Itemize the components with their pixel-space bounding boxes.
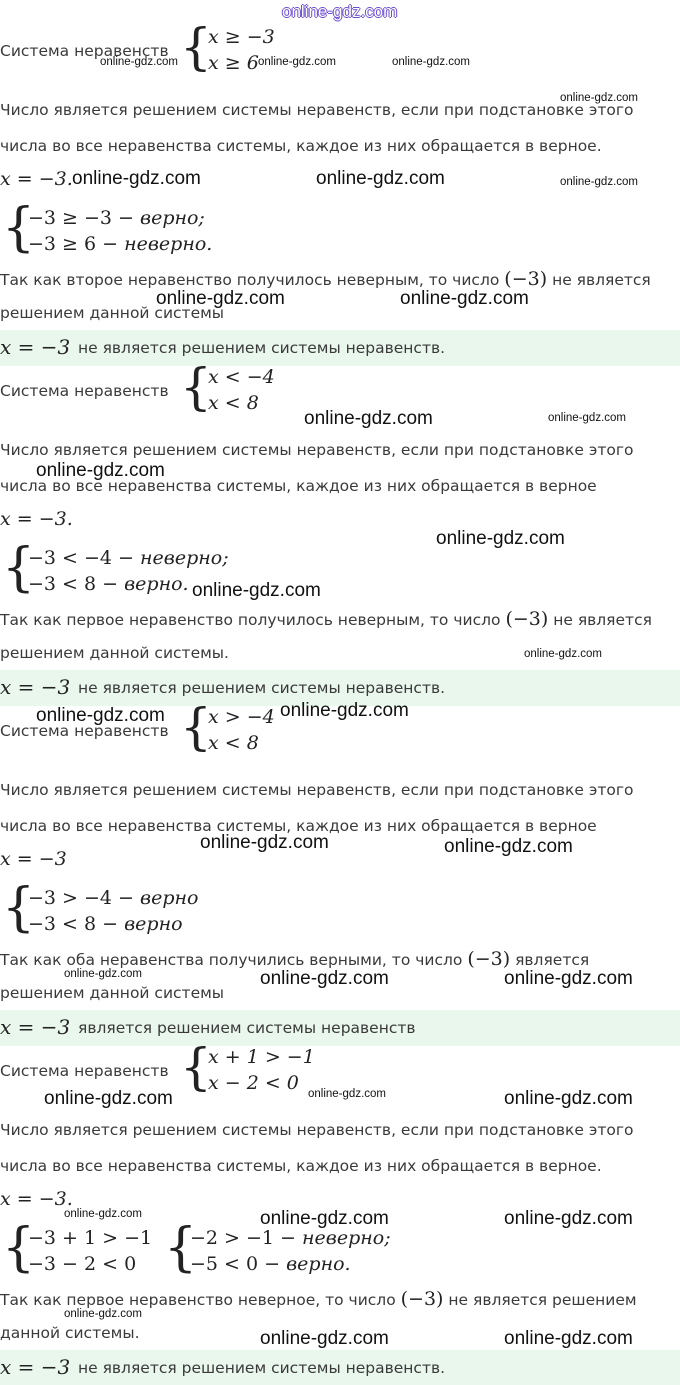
watermark: online-gdz.com xyxy=(308,1088,386,1100)
watermark: online-gdz.com xyxy=(436,528,565,549)
system-label: Система неравенств xyxy=(0,382,169,400)
check-brace: { xyxy=(2,878,36,938)
conclusion-text: не является xyxy=(553,611,652,629)
conclusion-line-1 xyxy=(0,608,652,630)
check-expr: −5 < 0 xyxy=(190,1253,259,1275)
watermark: online-gdz.com xyxy=(524,648,602,660)
check-line-2: −3 < 8 − верно. xyxy=(28,573,189,595)
watermark: online-gdz.com xyxy=(36,705,165,726)
system-brace: { xyxy=(180,698,212,756)
check-verdict: верно. xyxy=(124,573,189,595)
watermark: online-gdz.com xyxy=(504,1208,633,1229)
check-verdict: верно xyxy=(124,913,183,935)
conclusion-text: не является xyxy=(552,271,651,289)
paragraph-line-1: Число является решением системы неравенств, если при подстановке этого xyxy=(0,441,634,459)
x-value: x = −3 xyxy=(0,848,67,870)
watermark: online-gdz.com xyxy=(64,968,142,980)
check-line-1: −3 > −4 − верно xyxy=(28,887,199,909)
answer-text: не является решением системы неравенств. xyxy=(78,1359,446,1377)
watermark: online-gdz.com xyxy=(258,56,336,68)
watermark: online-gdz.com xyxy=(260,1208,389,1229)
watermark: online-gdz.com xyxy=(260,968,389,989)
check-brace: { xyxy=(2,198,36,258)
watermark: online-gdz.com xyxy=(64,1208,142,1220)
watermark: online-gdz.com xyxy=(560,176,638,188)
check-left-line-2: −3 − 2 < 0 xyxy=(28,1253,137,1275)
watermark-top: online-gdz.com xyxy=(282,2,398,21)
system-brace: { xyxy=(180,1038,212,1096)
check-expr: −3 < −4 xyxy=(28,547,113,569)
answer-text: не является решением системы неравенств. xyxy=(78,339,446,357)
conclusion-line-2: решением данной системы xyxy=(0,304,225,322)
check-line-2: −3 < 8 − верно xyxy=(28,913,183,935)
conclusion-number: (−3) xyxy=(504,268,548,290)
watermark: online-gdz.com xyxy=(504,1328,633,1349)
conclusion-text: Так как второе неравенство получилось неверным, то число xyxy=(0,271,500,289)
system-line-2: x < 8 xyxy=(208,392,259,414)
check-brace-right: { xyxy=(164,1218,198,1278)
check-line-2: −3 ≥ 6 − неверно. xyxy=(28,233,213,255)
check-line-1: −3 ≥ −3 − верно; xyxy=(28,207,205,229)
check-verdict: верно; xyxy=(140,207,205,229)
check-expr: −3 > −4 xyxy=(28,887,113,909)
answer-x: x = −3 xyxy=(0,1355,71,1379)
system-line-1: x < −4 xyxy=(208,366,275,388)
conclusion-line-1 xyxy=(0,1288,637,1310)
system-line-2: x ≥ 6 xyxy=(208,52,259,74)
check-expr: −3 ≥ −3 xyxy=(28,207,113,229)
paragraph-line-2: числа во все неравенства системы, каждое из них обращается в верное. xyxy=(0,1157,602,1175)
answer-text: не является решением системы неравенств. xyxy=(78,679,446,697)
paragraph-line-1: Число является решением системы неравенств, если при подстановке этого xyxy=(0,101,634,119)
conclusion-text: не является решением xyxy=(448,1291,637,1309)
conclusion-text: является xyxy=(515,951,590,969)
check-expr: −2 > −1 xyxy=(190,1227,275,1249)
watermark: online-gdz.com xyxy=(156,288,285,309)
check-expr: −3 ≥ 6 xyxy=(28,233,97,255)
x-value: x = −3. xyxy=(0,508,73,530)
check-left-line-1: −3 + 1 > −1 xyxy=(28,1227,153,1249)
system-label: Система неравенств xyxy=(0,42,169,60)
watermark: online-gdz.com xyxy=(44,1088,173,1109)
check-verdict: неверно; xyxy=(302,1227,391,1249)
paragraph-line-2: числа во все неравенства системы, каждое из них обращается в верное. xyxy=(0,137,602,155)
conclusion-line-2: данной системы. xyxy=(0,1324,140,1342)
watermark: online-gdz.com xyxy=(280,700,409,721)
system-brace: { xyxy=(180,18,212,76)
check-verdict: верно. xyxy=(286,1253,351,1275)
watermark: online-gdz.com xyxy=(548,412,626,424)
conclusion-number: (−3) xyxy=(467,948,511,970)
answer-text: является решением системы неравенств xyxy=(78,1019,416,1037)
system-label: Система неравенств xyxy=(0,1062,169,1080)
answer-box xyxy=(0,1010,680,1046)
conclusion-line-2: решением данной системы. xyxy=(0,644,229,662)
check-line-2: −5 < 0 − верно. xyxy=(190,1253,351,1275)
check-expr: −3 < 8 xyxy=(28,573,97,595)
system-label: Система неравенств xyxy=(0,722,169,740)
answer-box xyxy=(0,1350,680,1385)
paragraph-line-2: числа во все неравенства системы, каждое из них обращается в верное xyxy=(0,817,597,835)
x-value: x = −3. xyxy=(0,168,73,190)
watermark: online-gdz.com xyxy=(260,1328,389,1349)
system-brace: { xyxy=(180,358,212,416)
answer-x: x = −3 xyxy=(0,675,71,699)
paragraph-line-1: Число является решением системы неравенств, если при подстановке этого xyxy=(0,781,634,799)
conclusion-line-1 xyxy=(0,268,651,290)
check-verdict: неверно; xyxy=(140,547,229,569)
check-verdict: неверно. xyxy=(124,233,213,255)
system-line-2: x − 2 < 0 xyxy=(208,1072,299,1094)
watermark: online-gdz.com xyxy=(192,580,321,601)
watermark: online-gdz.com xyxy=(392,56,470,68)
watermark: online-gdz.com xyxy=(36,460,165,481)
conclusion-line-1 xyxy=(0,948,589,970)
answer-box xyxy=(0,330,680,366)
watermark: online-gdz.com xyxy=(444,836,573,857)
watermark: online-gdz.com xyxy=(100,56,178,68)
conclusion-line-2: решением данной системы xyxy=(0,984,225,1002)
x-value: x = −3. xyxy=(0,1188,73,1210)
watermark: online-gdz.com xyxy=(504,1088,633,1109)
conclusion-number: (−3) xyxy=(400,1288,444,1310)
watermark: online-gdz.com xyxy=(200,832,329,853)
conclusion-text: Так как первое неравенство неверное, то число xyxy=(0,1291,396,1309)
check-line-1: −3 < −4 − неверно; xyxy=(28,547,229,569)
watermark: online-gdz.com xyxy=(304,408,433,429)
conclusion-text: Так как первое неравенство получилось неверным, то число xyxy=(0,611,501,629)
check-line-1: −2 > −1 − неверно; xyxy=(190,1227,391,1249)
watermark: online-gdz.com xyxy=(560,92,638,104)
watermark: online-gdz.com xyxy=(504,968,633,989)
answer-x: x = −3 xyxy=(0,335,71,359)
watermark: online-gdz.com xyxy=(400,288,529,309)
check-brace-left: { xyxy=(2,1218,36,1278)
conclusion-number: (−3) xyxy=(505,608,549,630)
check-expr: −3 < 8 xyxy=(28,913,97,935)
watermark: online-gdz.com xyxy=(64,1308,142,1320)
paragraph-line-2: числа во все неравенства системы, каждое из них обращается в верное xyxy=(0,477,597,495)
system-line-1: x + 1 > −1 xyxy=(208,1046,315,1068)
watermark: online-gdz.com xyxy=(316,168,445,189)
watermark: online-gdz.com xyxy=(72,168,201,189)
system-line-1: x > −4 xyxy=(208,706,275,728)
check-brace: { xyxy=(2,538,36,598)
system-line-2: x < 8 xyxy=(208,732,259,754)
system-line-1: x ≥ −3 xyxy=(208,26,275,48)
conclusion-text: Так как оба неравенства получились верными, то число xyxy=(0,951,463,969)
check-verdict: верно xyxy=(140,887,199,909)
answer-x: x = −3 xyxy=(0,1015,71,1039)
paragraph-line-1: Число является решением системы неравенств, если при подстановке этого xyxy=(0,1121,634,1139)
